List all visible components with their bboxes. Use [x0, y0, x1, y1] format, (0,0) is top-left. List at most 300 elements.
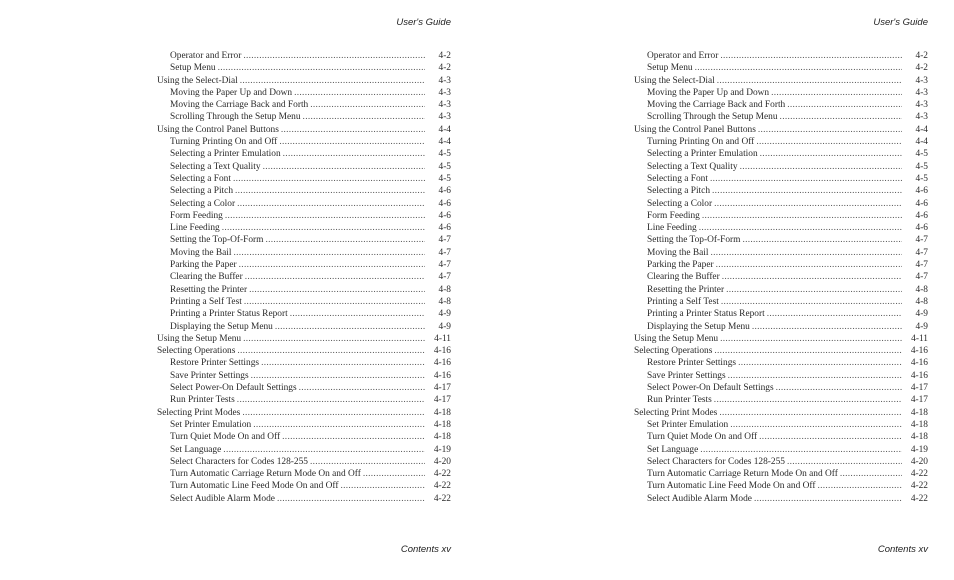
toc-entry[interactable]	[157, 198, 451, 210]
dot-leader	[237, 394, 425, 406]
toc-entry[interactable]	[634, 136, 928, 148]
right-page	[477, 0, 954, 580]
toc-entry-page-number: 4-22	[433, 481, 451, 492]
toc-entry-title: Setting the Top-Of-Form	[647, 235, 741, 246]
toc-entry[interactable]	[157, 259, 451, 271]
toc-entry-title: Set Language	[170, 444, 222, 455]
toc-entry-page-number: 4-5	[915, 149, 928, 160]
dot-leader	[780, 111, 902, 123]
dot-leader	[719, 407, 902, 419]
toc-entry-page-number: 4-6	[915, 223, 928, 234]
toc-entry-page-number: 4-7	[438, 272, 451, 283]
toc-entry-title: Form Feeding	[647, 210, 700, 221]
toc-entry[interactable]	[157, 271, 451, 283]
dot-leader	[261, 357, 425, 369]
toc-entry-title: Printing a Self Test	[647, 296, 719, 307]
toc-entry-page-number: 4-17	[910, 383, 928, 394]
toc-entry[interactable]	[157, 99, 451, 111]
toc-entry-page-number: 4-3	[438, 100, 451, 111]
toc-entry[interactable]	[157, 75, 451, 87]
toc-entry-page-number: 4-4	[438, 137, 451, 148]
toc-entry-page-number: 4-11	[434, 333, 451, 344]
dot-leader	[776, 382, 902, 394]
dot-leader	[281, 124, 425, 136]
toc-entry-title: Using the Select-Dial	[634, 75, 715, 86]
toc-entry[interactable]	[157, 333, 451, 345]
toc-entry-title: Scrolling Through the Setup Menu	[170, 112, 301, 123]
toc-entry-page-number: 4-5	[438, 161, 451, 172]
toc-entry[interactable]	[634, 444, 928, 456]
table-of-contents	[634, 50, 928, 505]
toc-entry-page-number: 4-16	[433, 370, 451, 381]
dot-leader	[263, 161, 425, 173]
toc-entry-title: Selecting Operations	[157, 346, 236, 357]
dot-leader	[253, 419, 425, 431]
toc-entry[interactable]	[634, 431, 928, 443]
toc-entry-page-number: 4-6	[438, 186, 451, 197]
toc-entry-page-number: 4-3	[438, 87, 451, 98]
toc-entry-page-number: 4-8	[915, 296, 928, 307]
toc-entry[interactable]	[157, 210, 451, 222]
toc-entry-title: Selecting a Text Quality	[170, 161, 261, 172]
toc-entry-title: Operator and Error	[647, 51, 719, 61]
dot-leader	[303, 111, 425, 123]
toc-entry-title: Set Printer Emulation	[170, 419, 252, 430]
toc-entry-title: Selecting Print Modes	[157, 407, 241, 418]
toc-entry-title: Restore Printer Settings	[170, 358, 260, 369]
toc-entry-page-number: 4-4	[438, 124, 451, 135]
toc-entry-page-number: 4-2	[915, 51, 928, 61]
toc-entry[interactable]	[157, 345, 451, 357]
toc-entry-page-number: 4-20	[433, 456, 451, 467]
toc-entry-title: Selecting Operations	[634, 346, 713, 357]
toc-entry-title: Parking the Paper	[647, 260, 714, 271]
toc-entry[interactable]	[157, 431, 451, 443]
toc-entry-page-number: 4-6	[915, 210, 928, 221]
toc-entry-title: Select Characters for Codes 128-255	[647, 456, 785, 467]
toc-entry-page-number: 4-7	[915, 235, 928, 246]
toc-entry[interactable]	[634, 345, 928, 357]
toc-entry[interactable]	[157, 456, 451, 468]
dot-leader	[787, 456, 902, 468]
dot-leader	[716, 259, 902, 271]
toc-entry-page-number: 4-8	[915, 284, 928, 295]
dot-leader	[699, 222, 902, 234]
toc-entry-title: Selecting a Printer Emulation	[170, 149, 281, 160]
toc-entry-title: Parking the Paper	[170, 260, 237, 271]
toc-entry[interactable]	[157, 161, 451, 173]
toc-entry-title: Run Printer Tests	[170, 395, 235, 406]
toc-entry[interactable]	[634, 75, 928, 87]
dot-leader	[760, 148, 902, 160]
toc-entry[interactable]	[157, 234, 451, 246]
toc-entry-title: Form Feeding	[170, 210, 223, 221]
dot-leader	[695, 62, 902, 74]
toc-entry-title: Turn Automatic Line Feed Mode On and Off	[170, 481, 339, 492]
toc-entry-page-number: 4-5	[438, 149, 451, 160]
toc-entry-title: Line Feeding	[170, 223, 220, 234]
toc-entry[interactable]	[157, 357, 451, 369]
dot-leader	[240, 75, 425, 87]
toc-entry-title: Selecting a Printer Emulation	[647, 149, 758, 160]
dot-leader	[710, 247, 902, 259]
dot-leader	[742, 234, 902, 246]
toc-entry-title: Set Printer Emulation	[647, 419, 729, 430]
toc-entry[interactable]	[157, 222, 451, 234]
toc-entry-title: Turn Automatic Carriage Return Mode On and Off	[647, 469, 838, 480]
toc-entry[interactable]	[634, 173, 928, 185]
toc-entry-title: Turn Quiet Mode On and Off	[647, 432, 758, 443]
toc-entry[interactable]	[157, 62, 451, 74]
toc-entry[interactable]	[634, 357, 928, 369]
toc-entry-page-number: 4-2	[438, 51, 451, 61]
toc-entry-title: Setup Menu	[647, 63, 693, 74]
dot-leader	[756, 136, 902, 148]
toc-entry[interactable]	[634, 321, 928, 333]
toc-entry-page-number: 4-9	[915, 321, 928, 332]
toc-entry-page-number: 4-4	[915, 124, 928, 135]
dot-leader	[754, 493, 902, 505]
dot-leader	[767, 308, 902, 320]
dot-leader	[730, 419, 902, 431]
dot-leader	[294, 87, 425, 99]
toc-entry-page-number: 4-18	[433, 419, 451, 430]
toc-entry-title: Setup Menu	[170, 63, 216, 74]
toc-entry-page-number: 4-6	[915, 186, 928, 197]
toc-entry[interactable]	[157, 394, 451, 406]
toc-entry-title: Turn Quiet Mode On and Off	[170, 432, 281, 443]
toc-entry-title: Restore Printer Settings	[647, 358, 737, 369]
dot-leader	[721, 296, 902, 308]
toc-entry-page-number: 4-7	[915, 272, 928, 283]
toc-entry-page-number: 4-3	[915, 75, 928, 86]
toc-entry[interactable]	[157, 50, 451, 62]
toc-entry[interactable]	[634, 493, 928, 505]
toc-entry[interactable]	[157, 247, 451, 259]
toc-entry-page-number: 4-7	[915, 260, 928, 271]
toc-entry-page-number: 4-19	[433, 444, 451, 455]
toc-entry-page-number: 4-16	[433, 358, 451, 369]
toc-entry-title: Using the Setup Menu	[634, 333, 719, 344]
toc-entry[interactable]	[157, 370, 451, 382]
toc-entry-title: Printing a Printer Status Report	[647, 309, 765, 320]
toc-entry-title: Selecting a Pitch	[647, 186, 711, 197]
toc-entry-title: Moving the Bail	[647, 247, 709, 258]
dot-leader	[712, 185, 902, 197]
toc-entry-page-number: 4-5	[915, 173, 928, 184]
toc-entry-page-number: 4-11	[911, 333, 928, 344]
toc-entry-title: Moving the Carriage Back and Forth	[170, 100, 309, 111]
toc-entry-title: Select Power-On Default Settings	[647, 383, 774, 394]
toc-entry[interactable]	[634, 296, 928, 308]
table-of-contents	[157, 50, 451, 505]
dot-leader	[233, 173, 425, 185]
toc-entry[interactable]	[157, 444, 451, 456]
dot-leader	[245, 271, 425, 283]
toc-entry[interactable]	[634, 382, 928, 394]
toc-entry-page-number: 4-9	[438, 309, 451, 320]
toc-entry-title: Turning Printing On and Off	[647, 137, 755, 148]
toc-entry-page-number: 4-2	[915, 63, 928, 74]
dot-leader	[702, 210, 902, 222]
toc-entry-title: Using the Setup Menu	[157, 333, 242, 344]
toc-entry[interactable]	[634, 333, 928, 345]
dot-leader	[222, 222, 425, 234]
toc-entry-title: Selecting a Color	[170, 198, 236, 209]
dot-leader	[225, 210, 425, 222]
toc-entry[interactable]	[157, 480, 451, 492]
toc-entry[interactable]	[157, 173, 451, 185]
toc-entry[interactable]	[634, 222, 928, 234]
toc-entry-title: Save Printer Settings	[170, 370, 249, 381]
toc-entry[interactable]	[157, 87, 451, 99]
toc-entry-page-number: 4-22	[910, 481, 928, 492]
toc-entry[interactable]	[634, 394, 928, 406]
dot-leader	[233, 247, 425, 259]
toc-entry[interactable]	[157, 321, 451, 333]
toc-entry-title: Turn Automatic Line Feed Mode On and Off	[647, 481, 816, 492]
dot-leader	[726, 284, 902, 296]
running-header: User's Guide	[396, 17, 451, 28]
toc-entry-page-number: 4-8	[438, 284, 451, 295]
toc-entry-title: Save Printer Settings	[647, 370, 726, 381]
toc-entry-title: Selecting Print Modes	[634, 407, 718, 418]
toc-entry-title: Select Audible Alarm Mode	[170, 493, 275, 504]
dot-leader	[282, 431, 425, 443]
toc-entry-title: Printing a Self Test	[170, 296, 242, 307]
toc-entry[interactable]	[634, 308, 928, 320]
toc-entry-page-number: 4-22	[910, 469, 928, 480]
toc-entry-page-number: 4-8	[438, 296, 451, 307]
dot-leader	[717, 75, 902, 87]
toc-entry-title: Select Power-On Default Settings	[170, 383, 297, 394]
toc-entry-title: Selecting a Pitch	[170, 186, 234, 197]
toc-entry[interactable]	[634, 480, 928, 492]
toc-entry-page-number: 4-18	[910, 419, 928, 430]
toc-entry-page-number: 4-6	[438, 198, 451, 209]
toc-entry-page-number: 4-19	[910, 444, 928, 455]
toc-entry-title: Printing a Printer Status Report	[170, 309, 288, 320]
dot-leader	[714, 394, 902, 406]
dot-leader	[279, 136, 425, 148]
toc-entry-title: Clearing the Buffer	[170, 272, 243, 283]
toc-entry-page-number: 4-16	[910, 370, 928, 381]
running-footer: Contents xv	[400, 544, 451, 555]
toc-entry[interactable]	[634, 148, 928, 160]
toc-entry-page-number: 4-16	[433, 346, 451, 357]
toc-entry-title: Resetting the Printer	[170, 284, 248, 295]
toc-entry-title: Selecting a Font	[647, 173, 708, 184]
toc-entry-page-number: 4-5	[915, 161, 928, 172]
toc-entry[interactable]	[157, 419, 451, 431]
dot-leader	[771, 87, 902, 99]
dot-leader	[759, 431, 902, 443]
toc-entry-page-number: 4-3	[915, 100, 928, 111]
toc-entry-page-number: 4-16	[910, 346, 928, 357]
dot-leader	[277, 493, 425, 505]
toc-entry[interactable]	[634, 468, 928, 480]
toc-entry-title: Selecting a Font	[170, 173, 231, 184]
toc-entry[interactable]	[634, 407, 928, 419]
toc-entry-title: Turning Printing On and Off	[170, 137, 278, 148]
dot-leader	[223, 444, 425, 456]
toc-entry-page-number: 4-7	[438, 235, 451, 246]
toc-entry[interactable]	[157, 468, 451, 480]
dot-leader	[251, 370, 425, 382]
toc-entry-title: Select Audible Alarm Mode	[647, 493, 752, 504]
toc-entry[interactable]	[634, 247, 928, 259]
toc-entry[interactable]	[634, 87, 928, 99]
toc-entry[interactable]	[157, 296, 451, 308]
dot-leader	[249, 284, 425, 296]
dot-leader	[840, 468, 902, 480]
toc-entry-title: Run Printer Tests	[647, 395, 712, 406]
dot-leader	[290, 308, 425, 320]
toc-entry[interactable]	[157, 407, 451, 419]
dot-leader	[237, 345, 425, 357]
dot-leader	[758, 124, 902, 136]
toc-entry[interactable]	[157, 136, 451, 148]
dot-leader	[720, 50, 902, 62]
toc-entry[interactable]	[634, 284, 928, 296]
dot-leader	[817, 480, 902, 492]
toc-entry-page-number: 4-22	[910, 493, 928, 504]
dot-leader	[740, 161, 902, 173]
toc-entry-title: Turn Automatic Carriage Return Mode On and Off	[170, 469, 361, 480]
dot-leader	[265, 234, 425, 246]
dot-leader	[242, 407, 425, 419]
toc-entry-title: Moving the Carriage Back and Forth	[647, 100, 786, 111]
toc-entry-page-number: 4-16	[910, 358, 928, 369]
toc-entry-title: Select Characters for Codes 128-255	[170, 456, 308, 467]
toc-entry[interactable]	[157, 493, 451, 505]
toc-entry[interactable]	[157, 308, 451, 320]
toc-entry-page-number: 4-6	[915, 198, 928, 209]
dot-leader	[714, 198, 902, 210]
toc-entry[interactable]	[157, 148, 451, 160]
dot-leader	[710, 173, 902, 185]
running-header: User's Guide	[873, 17, 928, 28]
toc-entry-page-number: 4-22	[433, 469, 451, 480]
toc-entry-page-number: 4-20	[910, 456, 928, 467]
dot-leader	[235, 185, 425, 197]
toc-entry-page-number: 4-3	[438, 112, 451, 123]
toc-entry-page-number: 4-18	[910, 432, 928, 443]
toc-entry[interactable]	[634, 111, 928, 123]
dot-leader	[243, 333, 425, 345]
dot-leader	[239, 259, 425, 271]
toc-entry-title: Using the Control Panel Buttons	[157, 124, 279, 135]
toc-entry-title: Clearing the Buffer	[647, 272, 720, 283]
toc-entry[interactable]	[634, 259, 928, 271]
toc-entry[interactable]	[634, 124, 928, 136]
toc-entry[interactable]	[634, 161, 928, 173]
toc-entry-page-number: 4-9	[915, 309, 928, 320]
toc-entry-page-number: 4-7	[915, 247, 928, 258]
dot-leader	[243, 50, 425, 62]
dot-leader	[738, 357, 902, 369]
toc-entry-title: Scrolling Through the Setup Menu	[647, 112, 778, 123]
dot-leader	[722, 271, 902, 283]
toc-entry-page-number: 4-2	[438, 63, 451, 74]
toc-entry-title: Setting the Top-Of-Form	[170, 235, 264, 246]
toc-entry-page-number: 4-3	[438, 75, 451, 86]
toc-entry[interactable]	[634, 50, 928, 62]
toc-entry-page-number: 4-7	[438, 260, 451, 271]
dot-leader	[752, 321, 902, 333]
toc-entry-page-number: 4-18	[433, 432, 451, 443]
dot-leader	[714, 345, 902, 357]
toc-entry[interactable]	[634, 456, 928, 468]
toc-entry-title: Resetting the Printer	[647, 284, 725, 295]
toc-entry-title: Selecting a Text Quality	[647, 161, 738, 172]
toc-entry-page-number: 4-22	[433, 493, 451, 504]
toc-entry-title: Selecting a Color	[647, 198, 713, 209]
toc-entry-title: Displaying the Setup Menu	[170, 321, 273, 332]
toc-entry[interactable]	[634, 99, 928, 111]
toc-entry-page-number: 4-17	[433, 395, 451, 406]
dot-leader	[218, 62, 425, 74]
toc-entry[interactable]	[157, 124, 451, 136]
toc-entry-page-number: 4-9	[438, 321, 451, 332]
toc-entry-title: Using the Control Panel Buttons	[634, 124, 756, 135]
toc-entry-page-number: 4-6	[438, 210, 451, 221]
toc-entry-page-number: 4-3	[915, 87, 928, 98]
toc-entry[interactable]	[634, 210, 928, 222]
running-footer: Contents xv	[877, 544, 928, 555]
toc-entry-page-number: 4-7	[438, 247, 451, 258]
toc-entry-page-number: 4-17	[910, 395, 928, 406]
dot-leader	[728, 370, 902, 382]
dot-leader	[787, 99, 902, 111]
toc-entry-page-number: 4-4	[915, 137, 928, 148]
toc-entry[interactable]	[634, 419, 928, 431]
toc-entry-page-number: 4-6	[438, 223, 451, 234]
dot-leader	[299, 382, 425, 394]
toc-entry[interactable]	[157, 284, 451, 296]
dot-leader	[700, 444, 902, 456]
toc-entry-page-number: 4-17	[433, 383, 451, 394]
toc-entry[interactable]	[634, 271, 928, 283]
toc-entry-title: Moving the Paper Up and Down	[647, 87, 770, 98]
dot-leader	[283, 148, 425, 160]
toc-entry[interactable]	[157, 185, 451, 197]
dot-leader	[244, 296, 425, 308]
dot-leader	[310, 456, 425, 468]
toc-entry[interactable]	[157, 111, 451, 123]
toc-entry[interactable]	[634, 370, 928, 382]
toc-entry[interactable]	[634, 185, 928, 197]
toc-entry[interactable]	[634, 234, 928, 246]
toc-entry[interactable]	[157, 382, 451, 394]
toc-entry-title: Moving the Paper Up and Down	[170, 87, 293, 98]
toc-entry-title: Moving the Bail	[170, 247, 232, 258]
toc-entry-title: Using the Select-Dial	[157, 75, 238, 86]
dot-leader	[310, 99, 425, 111]
toc-entry-title: Set Language	[647, 444, 699, 455]
toc-entry[interactable]	[634, 198, 928, 210]
dot-leader	[363, 468, 425, 480]
toc-entry-page-number: 4-5	[438, 173, 451, 184]
toc-entry-title: Line Feeding	[647, 223, 697, 234]
toc-entry[interactable]	[634, 62, 928, 74]
toc-entry-page-number: 4-18	[910, 407, 928, 418]
toc-entry-page-number: 4-18	[433, 407, 451, 418]
toc-entry-title: Displaying the Setup Menu	[647, 321, 750, 332]
dot-leader	[340, 480, 425, 492]
dot-leader	[720, 333, 902, 345]
dot-leader	[237, 198, 425, 210]
